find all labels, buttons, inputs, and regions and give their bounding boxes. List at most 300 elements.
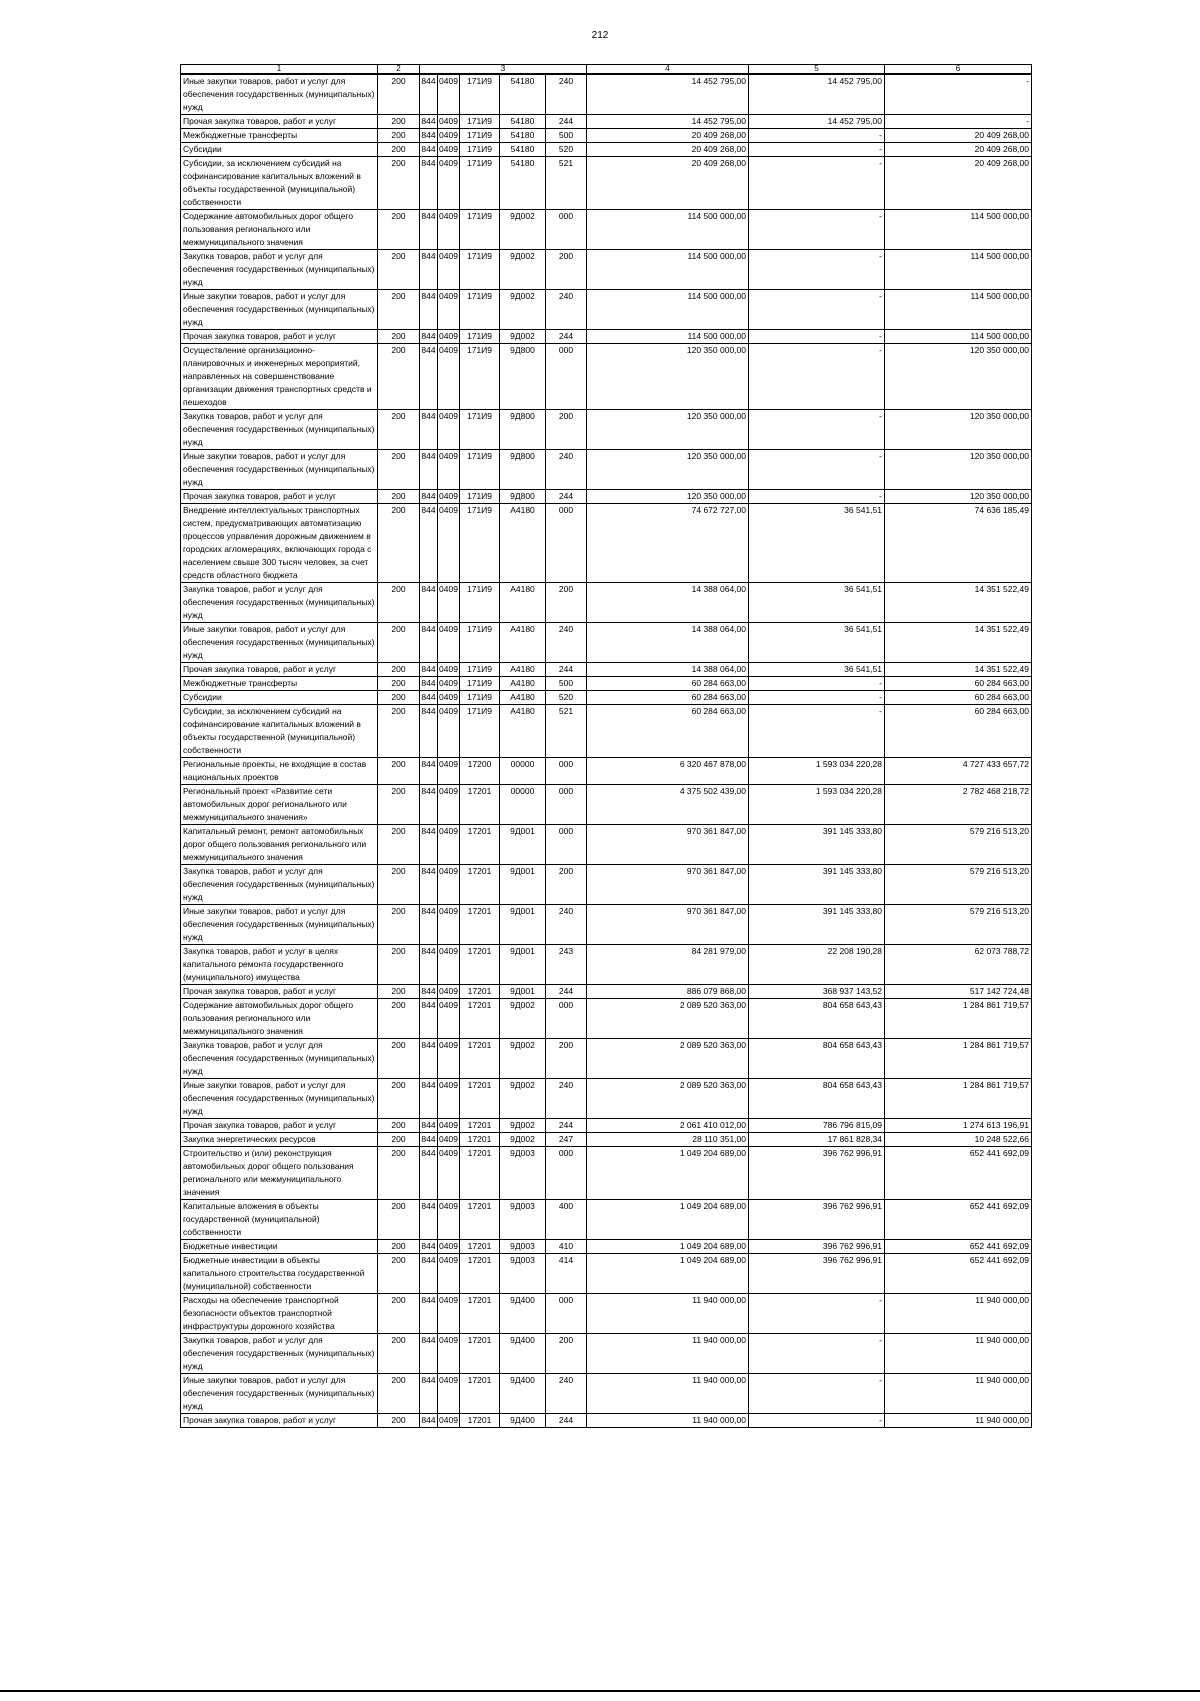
row-col5-amount: - bbox=[749, 1414, 885, 1428]
row-ministry-code: 844 bbox=[420, 1039, 438, 1079]
row-section-code: 0409 bbox=[438, 623, 460, 663]
row-section-code: 0409 bbox=[438, 677, 460, 691]
row-section-code: 0409 bbox=[438, 143, 460, 157]
table-row bbox=[181, 1133, 1032, 1147]
row-direction-code: 9Д003 bbox=[500, 1254, 546, 1294]
table-row bbox=[181, 504, 1032, 583]
row-expense-type-code: 500 bbox=[546, 677, 587, 691]
row-col2-code: 200 bbox=[378, 1133, 420, 1147]
row-section-code: 0409 bbox=[438, 1374, 460, 1414]
row-program-code: 171И9 bbox=[460, 129, 500, 143]
row-ministry-code: 844 bbox=[420, 330, 438, 344]
row-col5-amount: - bbox=[749, 290, 885, 330]
row-program-code: 17201 bbox=[460, 865, 500, 905]
row-ministry-code: 844 bbox=[420, 210, 438, 250]
row-col2-code: 200 bbox=[378, 1079, 420, 1119]
row-col2-code: 200 bbox=[378, 1147, 420, 1200]
row-col2-code: 200 bbox=[378, 74, 420, 115]
row-col6-amount: 517 142 724,48 bbox=[885, 985, 1032, 999]
row-col5-amount: - bbox=[749, 1294, 885, 1334]
table-row bbox=[181, 450, 1032, 490]
row-section-code: 0409 bbox=[438, 1240, 460, 1254]
table-row bbox=[181, 490, 1032, 504]
column-header-3: 3 bbox=[420, 65, 587, 75]
row-direction-code: 9Д001 bbox=[500, 825, 546, 865]
row-description: Межбюджетные трансферты bbox=[181, 677, 378, 691]
row-ministry-code: 844 bbox=[420, 504, 438, 583]
row-col2-code: 200 bbox=[378, 1240, 420, 1254]
row-ministry-code: 844 bbox=[420, 250, 438, 290]
row-direction-code: 00000 bbox=[500, 758, 546, 785]
row-col5-amount: 804 658 643,43 bbox=[749, 1079, 885, 1119]
row-col5-amount: - bbox=[749, 129, 885, 143]
row-direction-code: А4180 bbox=[500, 504, 546, 583]
row-program-code: 17201 bbox=[460, 1133, 500, 1147]
table-row bbox=[181, 785, 1032, 825]
row-col2-code: 200 bbox=[378, 143, 420, 157]
row-col4-amount: 970 361 847,00 bbox=[587, 905, 749, 945]
row-direction-code: 9Д800 bbox=[500, 344, 546, 410]
table-row bbox=[181, 330, 1032, 344]
row-col2-code: 200 bbox=[378, 1294, 420, 1334]
row-col2-code: 200 bbox=[378, 663, 420, 677]
row-col6-amount: 74 636 185,49 bbox=[885, 504, 1032, 583]
row-ministry-code: 844 bbox=[420, 129, 438, 143]
row-col2-code: 200 bbox=[378, 1254, 420, 1294]
row-col6-amount: 652 441 692,09 bbox=[885, 1147, 1032, 1200]
row-col6-amount: 652 441 692,09 bbox=[885, 1254, 1032, 1294]
row-section-code: 0409 bbox=[438, 1414, 460, 1428]
row-col5-amount: - bbox=[749, 1334, 885, 1374]
row-ministry-code: 844 bbox=[420, 344, 438, 410]
row-section-code: 0409 bbox=[438, 825, 460, 865]
row-section-code: 0409 bbox=[438, 290, 460, 330]
budget-table bbox=[180, 64, 1032, 1428]
row-col2-code: 200 bbox=[378, 490, 420, 504]
table-row bbox=[181, 905, 1032, 945]
row-ministry-code: 844 bbox=[420, 691, 438, 705]
row-ministry-code: 844 bbox=[420, 143, 438, 157]
table-row bbox=[181, 985, 1032, 999]
row-ministry-code: 844 bbox=[420, 157, 438, 210]
row-section-code: 0409 bbox=[438, 450, 460, 490]
row-expense-type-code: 414 bbox=[546, 1254, 587, 1294]
row-col4-amount: 1 049 204 689,00 bbox=[587, 1200, 749, 1240]
row-program-code: 171И9 bbox=[460, 250, 500, 290]
row-direction-code: 9Д002 bbox=[500, 210, 546, 250]
row-description: Содержание автомобильных дорог общего пользования регионального или межмуниципального значения bbox=[181, 999, 378, 1039]
row-col2-code: 200 bbox=[378, 1119, 420, 1133]
row-col5-amount: 804 658 643,43 bbox=[749, 1039, 885, 1079]
row-direction-code: 9Д800 bbox=[500, 450, 546, 490]
row-col2-code: 200 bbox=[378, 250, 420, 290]
row-section-code: 0409 bbox=[438, 157, 460, 210]
row-program-code: 17201 bbox=[460, 1414, 500, 1428]
row-section-code: 0409 bbox=[438, 1039, 460, 1079]
row-ministry-code: 844 bbox=[420, 1240, 438, 1254]
row-direction-code: 9Д002 bbox=[500, 1133, 546, 1147]
row-col4-amount: 1 049 204 689,00 bbox=[587, 1147, 749, 1200]
row-col2-code: 200 bbox=[378, 1334, 420, 1374]
row-program-code: 171И9 bbox=[460, 290, 500, 330]
row-description: Региональные проекты, не входящие в состав национальных проектов bbox=[181, 758, 378, 785]
row-description: Иные закупки товаров, работ и услуг для обеспечения государственных (муниципальных) нужд bbox=[181, 905, 378, 945]
row-col4-amount: 114 500 000,00 bbox=[587, 210, 749, 250]
row-col6-amount: 20 409 268,00 bbox=[885, 143, 1032, 157]
row-col6-amount: 1 274 613 196,91 bbox=[885, 1119, 1032, 1133]
row-program-code: 171И9 bbox=[460, 504, 500, 583]
row-program-code: 171И9 bbox=[460, 210, 500, 250]
row-expense-type-code: 000 bbox=[546, 504, 587, 583]
row-expense-type-code: 244 bbox=[546, 985, 587, 999]
row-expense-type-code: 240 bbox=[546, 450, 587, 490]
row-col6-amount: 114 500 000,00 bbox=[885, 250, 1032, 290]
table-row bbox=[181, 143, 1032, 157]
row-col4-amount: 970 361 847,00 bbox=[587, 865, 749, 905]
row-section-code: 0409 bbox=[438, 344, 460, 410]
row-col4-amount: 114 500 000,00 bbox=[587, 330, 749, 344]
row-col5-amount: 391 145 333,80 bbox=[749, 825, 885, 865]
row-ministry-code: 844 bbox=[420, 1334, 438, 1374]
row-ministry-code: 844 bbox=[420, 705, 438, 758]
row-section-code: 0409 bbox=[438, 999, 460, 1039]
row-expense-type-code: 200 bbox=[546, 1334, 587, 1374]
row-expense-type-code: 000 bbox=[546, 999, 587, 1039]
row-direction-code: 9Д800 bbox=[500, 490, 546, 504]
row-program-code: 17201 bbox=[460, 945, 500, 985]
row-col5-amount: 17 861 828,34 bbox=[749, 1133, 885, 1147]
row-expense-type-code: 400 bbox=[546, 1200, 587, 1240]
row-direction-code: 9Д002 bbox=[500, 1039, 546, 1079]
row-col6-amount: 1 284 861 719,57 bbox=[885, 1079, 1032, 1119]
row-col4-amount: 14 388 064,00 bbox=[587, 663, 749, 677]
row-direction-code: 9Д001 bbox=[500, 985, 546, 999]
row-ministry-code: 844 bbox=[420, 290, 438, 330]
row-col2-code: 200 bbox=[378, 1039, 420, 1079]
row-col6-amount: 20 409 268,00 bbox=[885, 157, 1032, 210]
row-col4-amount: 120 350 000,00 bbox=[587, 450, 749, 490]
row-expense-type-code: 520 bbox=[546, 143, 587, 157]
row-section-code: 0409 bbox=[438, 1119, 460, 1133]
table-row bbox=[181, 1039, 1032, 1079]
row-col5-amount: 1 593 034 220,28 bbox=[749, 758, 885, 785]
row-description: Иные закупки товаров, работ и услуг для обеспечения государственных (муниципальных) нужд bbox=[181, 74, 378, 115]
row-expense-type-code: 247 bbox=[546, 1133, 587, 1147]
row-section-code: 0409 bbox=[438, 583, 460, 623]
row-col2-code: 200 bbox=[378, 691, 420, 705]
row-program-code: 17201 bbox=[460, 825, 500, 865]
row-expense-type-code: 520 bbox=[546, 691, 587, 705]
row-expense-type-code: 200 bbox=[546, 250, 587, 290]
row-col2-code: 200 bbox=[378, 758, 420, 785]
row-direction-code: 9Д002 bbox=[500, 999, 546, 1039]
row-expense-type-code: 000 bbox=[546, 825, 587, 865]
row-col6-amount: 62 073 788,72 bbox=[885, 945, 1032, 985]
row-col6-amount: 114 500 000,00 bbox=[885, 330, 1032, 344]
row-expense-type-code: 521 bbox=[546, 705, 587, 758]
row-direction-code: 9Д400 bbox=[500, 1374, 546, 1414]
row-expense-type-code: 000 bbox=[546, 344, 587, 410]
row-col2-code: 200 bbox=[378, 985, 420, 999]
row-ministry-code: 844 bbox=[420, 583, 438, 623]
row-col2-code: 200 bbox=[378, 157, 420, 210]
row-section-code: 0409 bbox=[438, 865, 460, 905]
row-description: Капитальный ремонт, ремонт автомобильных дорог общего пользования регионального или межмуниципального значения bbox=[181, 825, 378, 865]
row-description: Субсидии, за исключением субсидий на софинансирование капитальных вложений в объекты государственной (муниципальной) собственности bbox=[181, 157, 378, 210]
row-description: Закупка товаров, работ и услуг для обеспечения государственных (муниципальных) нужд bbox=[181, 583, 378, 623]
row-program-code: 171И9 bbox=[460, 115, 500, 129]
row-col4-amount: 28 110 351,00 bbox=[587, 1133, 749, 1147]
row-program-code: 17201 bbox=[460, 1294, 500, 1334]
row-col4-amount: 60 284 663,00 bbox=[587, 705, 749, 758]
row-direction-code: А4180 bbox=[500, 677, 546, 691]
row-expense-type-code: 500 bbox=[546, 129, 587, 143]
row-col6-amount: 4 727 433 657,72 bbox=[885, 758, 1032, 785]
row-ministry-code: 844 bbox=[420, 450, 438, 490]
row-program-code: 17201 bbox=[460, 1119, 500, 1133]
row-direction-code: 9Д002 bbox=[500, 1119, 546, 1133]
row-expense-type-code: 000 bbox=[546, 785, 587, 825]
row-program-code: 17200 bbox=[460, 758, 500, 785]
row-ministry-code: 844 bbox=[420, 985, 438, 999]
row-description: Бюджетные инвестиции bbox=[181, 1240, 378, 1254]
row-col5-amount: - bbox=[749, 705, 885, 758]
row-description: Региональный проект «Развитие сети автомобильных дорог регионального или межмуниципального значения» bbox=[181, 785, 378, 825]
row-section-code: 0409 bbox=[438, 663, 460, 677]
row-description: Закупка энергетических ресурсов bbox=[181, 1133, 378, 1147]
row-direction-code: 9Д001 bbox=[500, 865, 546, 905]
row-expense-type-code: 200 bbox=[546, 1039, 587, 1079]
row-col4-amount: 20 409 268,00 bbox=[587, 143, 749, 157]
row-description: Внедрение интеллектуальных транспортных систем, предусматривающих автоматизацию процессов управления дорожным движением в городских агломерациях, включающих города с населением свыше 300 тысяч человек, за счет средств областного бюджета bbox=[181, 504, 378, 583]
row-ministry-code: 844 bbox=[420, 1254, 438, 1294]
row-col5-amount: - bbox=[749, 210, 885, 250]
row-expense-type-code: 240 bbox=[546, 1079, 587, 1119]
row-col5-amount: 1 593 034 220,28 bbox=[749, 785, 885, 825]
row-col5-amount: 396 762 996,91 bbox=[749, 1254, 885, 1294]
row-col6-amount: 120 350 000,00 bbox=[885, 344, 1032, 410]
row-col4-amount: 11 940 000,00 bbox=[587, 1294, 749, 1334]
row-col4-amount: 1 049 204 689,00 bbox=[587, 1240, 749, 1254]
table-row bbox=[181, 1374, 1032, 1414]
row-ministry-code: 844 bbox=[420, 663, 438, 677]
row-col4-amount: 60 284 663,00 bbox=[587, 677, 749, 691]
row-col5-amount: 36 541,51 bbox=[749, 583, 885, 623]
row-description: Прочая закупка товаров, работ и услуг bbox=[181, 330, 378, 344]
table-row bbox=[181, 677, 1032, 691]
table-row bbox=[181, 583, 1032, 623]
row-section-code: 0409 bbox=[438, 250, 460, 290]
row-col5-amount: - bbox=[749, 691, 885, 705]
row-ministry-code: 844 bbox=[420, 490, 438, 504]
row-col2-code: 200 bbox=[378, 1200, 420, 1240]
row-col4-amount: 120 350 000,00 bbox=[587, 410, 749, 450]
table-row bbox=[181, 410, 1032, 450]
row-direction-code: 9Д003 bbox=[500, 1240, 546, 1254]
row-col4-amount: 14 452 795,00 bbox=[587, 74, 749, 115]
row-col4-amount: 886 079 868,00 bbox=[587, 985, 749, 999]
table-body bbox=[181, 65, 1032, 1428]
row-description: Осуществление организационно-планировочных и инженерных мероприятий, направленных на совершенствование организации движения транспортных средств и пешеходов bbox=[181, 344, 378, 410]
row-program-code: 171И9 bbox=[460, 157, 500, 210]
row-col4-amount: 11 940 000,00 bbox=[587, 1374, 749, 1414]
row-col5-amount: 391 145 333,80 bbox=[749, 905, 885, 945]
row-col6-amount: 579 216 513,20 bbox=[885, 825, 1032, 865]
row-direction-code: 9Д003 bbox=[500, 1147, 546, 1200]
row-expense-type-code: 240 bbox=[546, 623, 587, 663]
row-col2-code: 200 bbox=[378, 504, 420, 583]
row-program-code: 171И9 bbox=[460, 410, 500, 450]
column-header-4: 4 bbox=[587, 65, 749, 75]
table-row bbox=[181, 250, 1032, 290]
row-program-code: 171И9 bbox=[460, 344, 500, 410]
row-col4-amount: 14 452 795,00 bbox=[587, 115, 749, 129]
row-ministry-code: 844 bbox=[420, 1147, 438, 1200]
row-section-code: 0409 bbox=[438, 705, 460, 758]
row-col5-amount: 22 208 190,28 bbox=[749, 945, 885, 985]
row-program-code: 171И9 bbox=[460, 330, 500, 344]
table-row bbox=[181, 1147, 1032, 1200]
row-col2-code: 200 bbox=[378, 825, 420, 865]
row-col2-code: 200 bbox=[378, 583, 420, 623]
row-program-code: 171И9 bbox=[460, 663, 500, 677]
row-col6-amount: 120 350 000,00 bbox=[885, 410, 1032, 450]
row-direction-code: 54180 bbox=[500, 129, 546, 143]
row-section-code: 0409 bbox=[438, 785, 460, 825]
row-expense-type-code: 244 bbox=[546, 1414, 587, 1428]
column-header-row bbox=[181, 65, 1032, 75]
table-row bbox=[181, 1334, 1032, 1374]
row-section-code: 0409 bbox=[438, 1254, 460, 1294]
row-program-code: 171И9 bbox=[460, 490, 500, 504]
row-col5-amount: - bbox=[749, 143, 885, 157]
row-col5-amount: 396 762 996,91 bbox=[749, 1240, 885, 1254]
row-col5-amount: - bbox=[749, 344, 885, 410]
row-col4-amount: 4 375 502 439,00 bbox=[587, 785, 749, 825]
row-ministry-code: 844 bbox=[420, 1079, 438, 1119]
row-col5-amount: 396 762 996,91 bbox=[749, 1147, 885, 1200]
row-direction-code: 9Д400 bbox=[500, 1334, 546, 1374]
row-program-code: 17201 bbox=[460, 1200, 500, 1240]
row-direction-code: А4180 bbox=[500, 691, 546, 705]
column-header-2: 2 bbox=[378, 65, 420, 75]
row-col5-amount: - bbox=[749, 677, 885, 691]
row-description: Прочая закупка товаров, работ и услуг bbox=[181, 985, 378, 999]
row-col6-amount: 20 409 268,00 bbox=[885, 129, 1032, 143]
row-col2-code: 200 bbox=[378, 115, 420, 129]
table-row bbox=[181, 1119, 1032, 1133]
row-expense-type-code: 000 bbox=[546, 210, 587, 250]
row-col2-code: 200 bbox=[378, 330, 420, 344]
row-direction-code: 9Д003 bbox=[500, 1200, 546, 1240]
row-col5-amount: - bbox=[749, 330, 885, 344]
row-program-code: 171И9 bbox=[460, 583, 500, 623]
table-row bbox=[181, 74, 1032, 115]
page-number: 212 bbox=[591, 30, 609, 41]
column-header-5: 5 bbox=[749, 65, 885, 75]
row-col4-amount: 114 500 000,00 bbox=[587, 290, 749, 330]
row-direction-code: 9Д400 bbox=[500, 1294, 546, 1334]
row-description: Иные закупки товаров, работ и услуг для обеспечения государственных (муниципальных) нужд bbox=[181, 450, 378, 490]
row-col6-amount: 11 940 000,00 bbox=[885, 1294, 1032, 1334]
row-col2-code: 200 bbox=[378, 129, 420, 143]
row-ministry-code: 844 bbox=[420, 1133, 438, 1147]
row-program-code: 17201 bbox=[460, 1334, 500, 1374]
row-col5-amount: 36 541,51 bbox=[749, 663, 885, 677]
row-direction-code: 9Д001 bbox=[500, 905, 546, 945]
row-col6-amount: 579 216 513,20 bbox=[885, 905, 1032, 945]
row-col5-amount: - bbox=[749, 490, 885, 504]
row-description: Закупка товаров, работ и услуг для обеспечения государственных (муниципальных) нужд bbox=[181, 1039, 378, 1079]
row-expense-type-code: 240 bbox=[546, 74, 587, 115]
row-ministry-code: 844 bbox=[420, 758, 438, 785]
row-ministry-code: 844 bbox=[420, 1294, 438, 1334]
row-col2-code: 200 bbox=[378, 905, 420, 945]
row-direction-code: А4180 bbox=[500, 663, 546, 677]
row-col6-amount: 579 216 513,20 bbox=[885, 865, 1032, 905]
row-description: Субсидии bbox=[181, 143, 378, 157]
table-row bbox=[181, 210, 1032, 250]
row-description: Закупка товаров, работ и услуг для обеспечения государственных (муниципальных) нужд bbox=[181, 865, 378, 905]
row-description: Закупка товаров, работ и услуг в целях капитального ремонта государственного (муниципального) имущества bbox=[181, 945, 378, 985]
row-description: Капитальные вложения в объекты государственной (муниципальной) собственности bbox=[181, 1200, 378, 1240]
row-ministry-code: 844 bbox=[420, 1374, 438, 1414]
row-program-code: 17201 bbox=[460, 905, 500, 945]
row-col5-amount: 368 937 143,52 bbox=[749, 985, 885, 999]
row-col2-code: 200 bbox=[378, 1414, 420, 1428]
row-col4-amount: 1 049 204 689,00 bbox=[587, 1254, 749, 1294]
table-row bbox=[181, 1414, 1032, 1428]
row-col2-code: 200 bbox=[378, 290, 420, 330]
row-col2-code: 200 bbox=[378, 450, 420, 490]
row-description: Прочая закупка товаров, работ и услуг bbox=[181, 115, 378, 129]
row-col6-amount: 11 940 000,00 bbox=[885, 1374, 1032, 1414]
row-ministry-code: 844 bbox=[420, 1119, 438, 1133]
row-expense-type-code: 244 bbox=[546, 1119, 587, 1133]
row-section-code: 0409 bbox=[438, 74, 460, 115]
table-row bbox=[181, 705, 1032, 758]
table-row bbox=[181, 945, 1032, 985]
row-col5-amount: 14 452 795,00 bbox=[749, 115, 885, 129]
row-program-code: 171И9 bbox=[460, 705, 500, 758]
row-section-code: 0409 bbox=[438, 945, 460, 985]
row-direction-code: 54180 bbox=[500, 143, 546, 157]
row-program-code: 17201 bbox=[460, 1079, 500, 1119]
row-col4-amount: 14 388 064,00 bbox=[587, 623, 749, 663]
row-description: Субсидии bbox=[181, 691, 378, 705]
row-col4-amount: 970 361 847,00 bbox=[587, 825, 749, 865]
row-program-code: 171И9 bbox=[460, 691, 500, 705]
row-col4-amount: 2 089 520 363,00 bbox=[587, 999, 749, 1039]
scan-bottom-border bbox=[0, 1690, 1200, 1692]
row-col5-amount: 36 541,51 bbox=[749, 504, 885, 583]
row-col2-code: 200 bbox=[378, 677, 420, 691]
row-program-code: 171И9 bbox=[460, 74, 500, 115]
row-col2-code: 200 bbox=[378, 705, 420, 758]
row-expense-type-code: 200 bbox=[546, 865, 587, 905]
row-program-code: 17201 bbox=[460, 1240, 500, 1254]
row-section-code: 0409 bbox=[438, 905, 460, 945]
row-section-code: 0409 bbox=[438, 490, 460, 504]
row-col4-amount: 120 350 000,00 bbox=[587, 344, 749, 410]
row-col5-amount: - bbox=[749, 410, 885, 450]
row-col6-amount: - bbox=[885, 74, 1032, 115]
row-col5-amount: - bbox=[749, 250, 885, 290]
row-expense-type-code: 240 bbox=[546, 290, 587, 330]
row-section-code: 0409 bbox=[438, 115, 460, 129]
table-row bbox=[181, 344, 1032, 410]
row-col5-amount: 36 541,51 bbox=[749, 623, 885, 663]
